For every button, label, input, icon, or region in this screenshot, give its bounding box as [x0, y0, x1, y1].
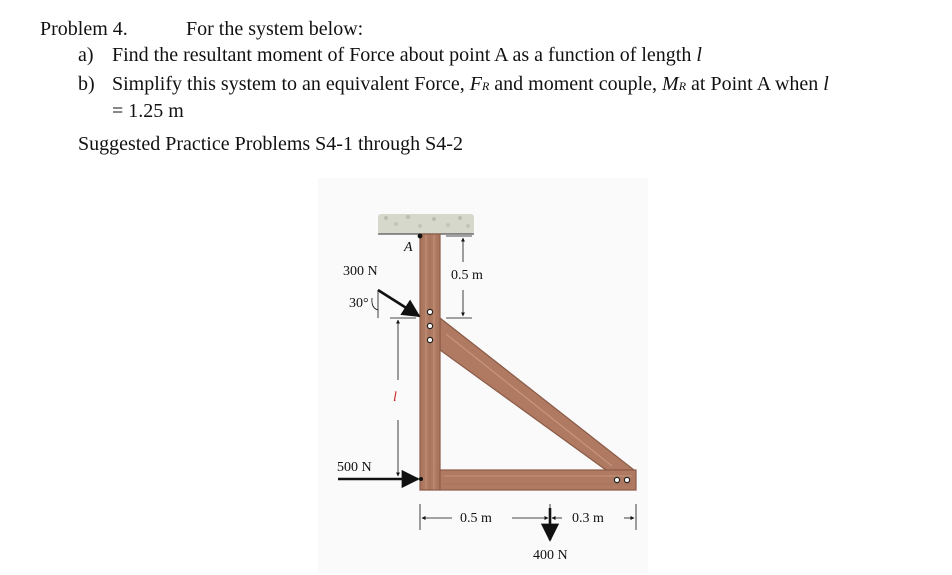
part-b-force-symbol: F [469, 73, 482, 95]
part-a-sentence: Find the resultant moment of Force about point A as a function of length [112, 44, 692, 66]
dim-left-label: 0.5 m [460, 511, 492, 526]
force-500n-label: 500 N [337, 460, 372, 475]
part-a-variable: l [696, 44, 702, 66]
part-b-force-subscript: R [481, 79, 490, 93]
length-l-label: l [393, 390, 397, 405]
part-b-line-2: = 1.25 m [112, 100, 184, 122]
part-b-moment-subscript: R [678, 79, 687, 93]
part-b-sentence-2: and moment couple, [494, 73, 658, 95]
part-a-marker: a) [78, 44, 94, 66]
point-a-dot [418, 234, 423, 239]
problem-intro: For the system below: [186, 18, 364, 40]
ceiling-support [378, 214, 474, 234]
point-a-label: A [404, 240, 413, 255]
horizontal-beam [440, 470, 636, 490]
force-400n-label: 400 N [533, 548, 568, 563]
part-b-marker: b) [78, 73, 95, 95]
part-b-moment-symbol: M [662, 73, 679, 95]
part-b-sentence-3: at Point A when [691, 73, 819, 95]
practice-problems: Suggested Practice Problems S4-1 through S4-2 [78, 133, 463, 155]
part-b-variable: l [823, 73, 829, 95]
dim-top-label: 0.5 m [451, 268, 483, 283]
dim-right-label: 0.3 m [572, 511, 604, 526]
part-b-sentence-1: Simplify this system to an equivalent Force, [112, 73, 465, 95]
problem-number: Problem 4. [40, 18, 128, 40]
vertical-post [420, 234, 440, 490]
angle-label: 30° [349, 296, 369, 311]
force-300n-label: 300 N [343, 264, 378, 279]
